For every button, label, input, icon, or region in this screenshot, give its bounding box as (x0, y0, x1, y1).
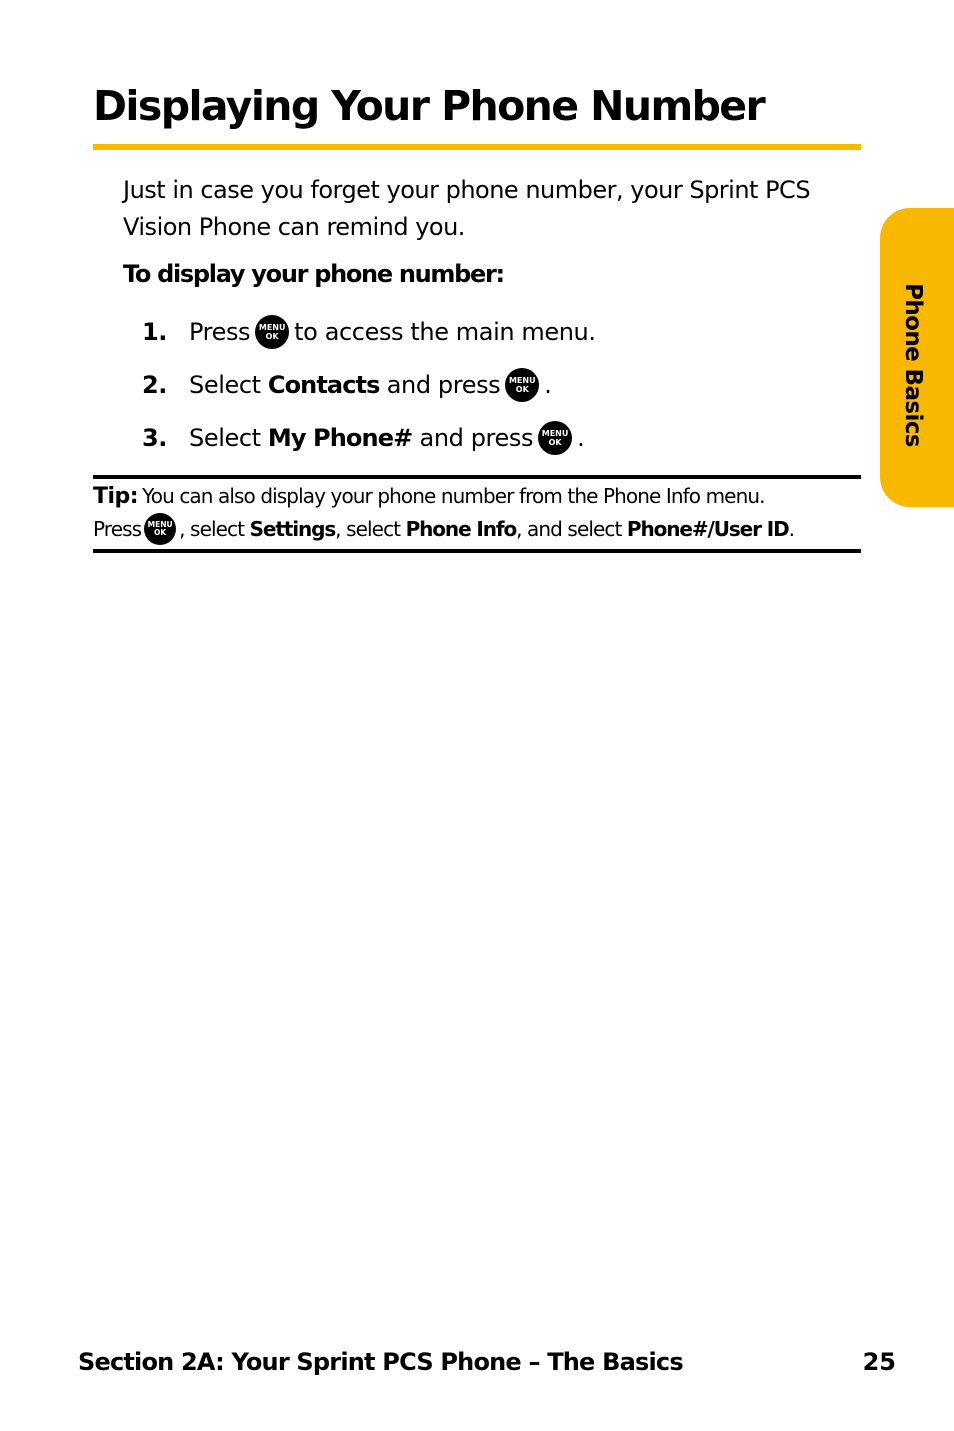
step-3 (142, 418, 584, 458)
step-end: . (544, 371, 552, 399)
menu-item-contacts: Contacts (267, 371, 380, 399)
tip-line-2 (93, 512, 794, 546)
step-end: . (577, 424, 585, 452)
step-text: Press (189, 318, 251, 346)
step-number: 2. (142, 371, 168, 399)
menu-item-user-id: Phone#/User ID (626, 517, 789, 541)
footer-section-title: Section 2A: Your Sprint PCS Phone – The Basics (78, 1348, 683, 1376)
side-tab-label: Phone Basics (900, 283, 926, 447)
page-title: Displaying Your Phone Number (93, 82, 765, 130)
tip-text: , and select (516, 517, 622, 541)
step-text: Select (189, 371, 261, 399)
title-underline (93, 144, 861, 150)
menu-item-settings: Settings (249, 517, 336, 541)
tip-text: , select (179, 517, 245, 541)
menu-item-phone-info: Phone Info (405, 517, 517, 541)
step-number: 3. (142, 424, 168, 452)
menu-ok-key-icon: MENU OK (538, 421, 572, 455)
tip-text: , select (335, 517, 401, 541)
tip-end: . (788, 517, 795, 541)
menu-ok-key-icon: MENU OK (505, 368, 539, 402)
step-number: 1. (142, 318, 168, 346)
tip-label: Tip: (93, 483, 139, 509)
tip-text: Press (93, 517, 142, 541)
step-text: and press (386, 371, 501, 399)
intro-paragraph: Just in case you forget your phone number, your Sprint PCS Vision Phone can remind you. (123, 176, 811, 241)
step-text: Select (189, 424, 261, 452)
step-2 (142, 365, 552, 405)
menu-ok-key-icon: MENU OK (144, 513, 176, 545)
menu-item-my-phone: My Phone# (267, 424, 413, 452)
step-text: and press (419, 424, 534, 452)
tip-line-1 (93, 479, 765, 513)
menu-ok-key-icon: MENU OK (255, 315, 289, 349)
page-number: 25 (862, 1348, 896, 1376)
tip-bottom-rule (93, 549, 861, 553)
step-1 (142, 312, 596, 352)
tip-text: You can also display your phone number from the Phone Info menu. (142, 484, 765, 508)
step-text: to access the main menu. (294, 318, 596, 346)
procedure-heading: To display your phone number: (123, 260, 504, 288)
